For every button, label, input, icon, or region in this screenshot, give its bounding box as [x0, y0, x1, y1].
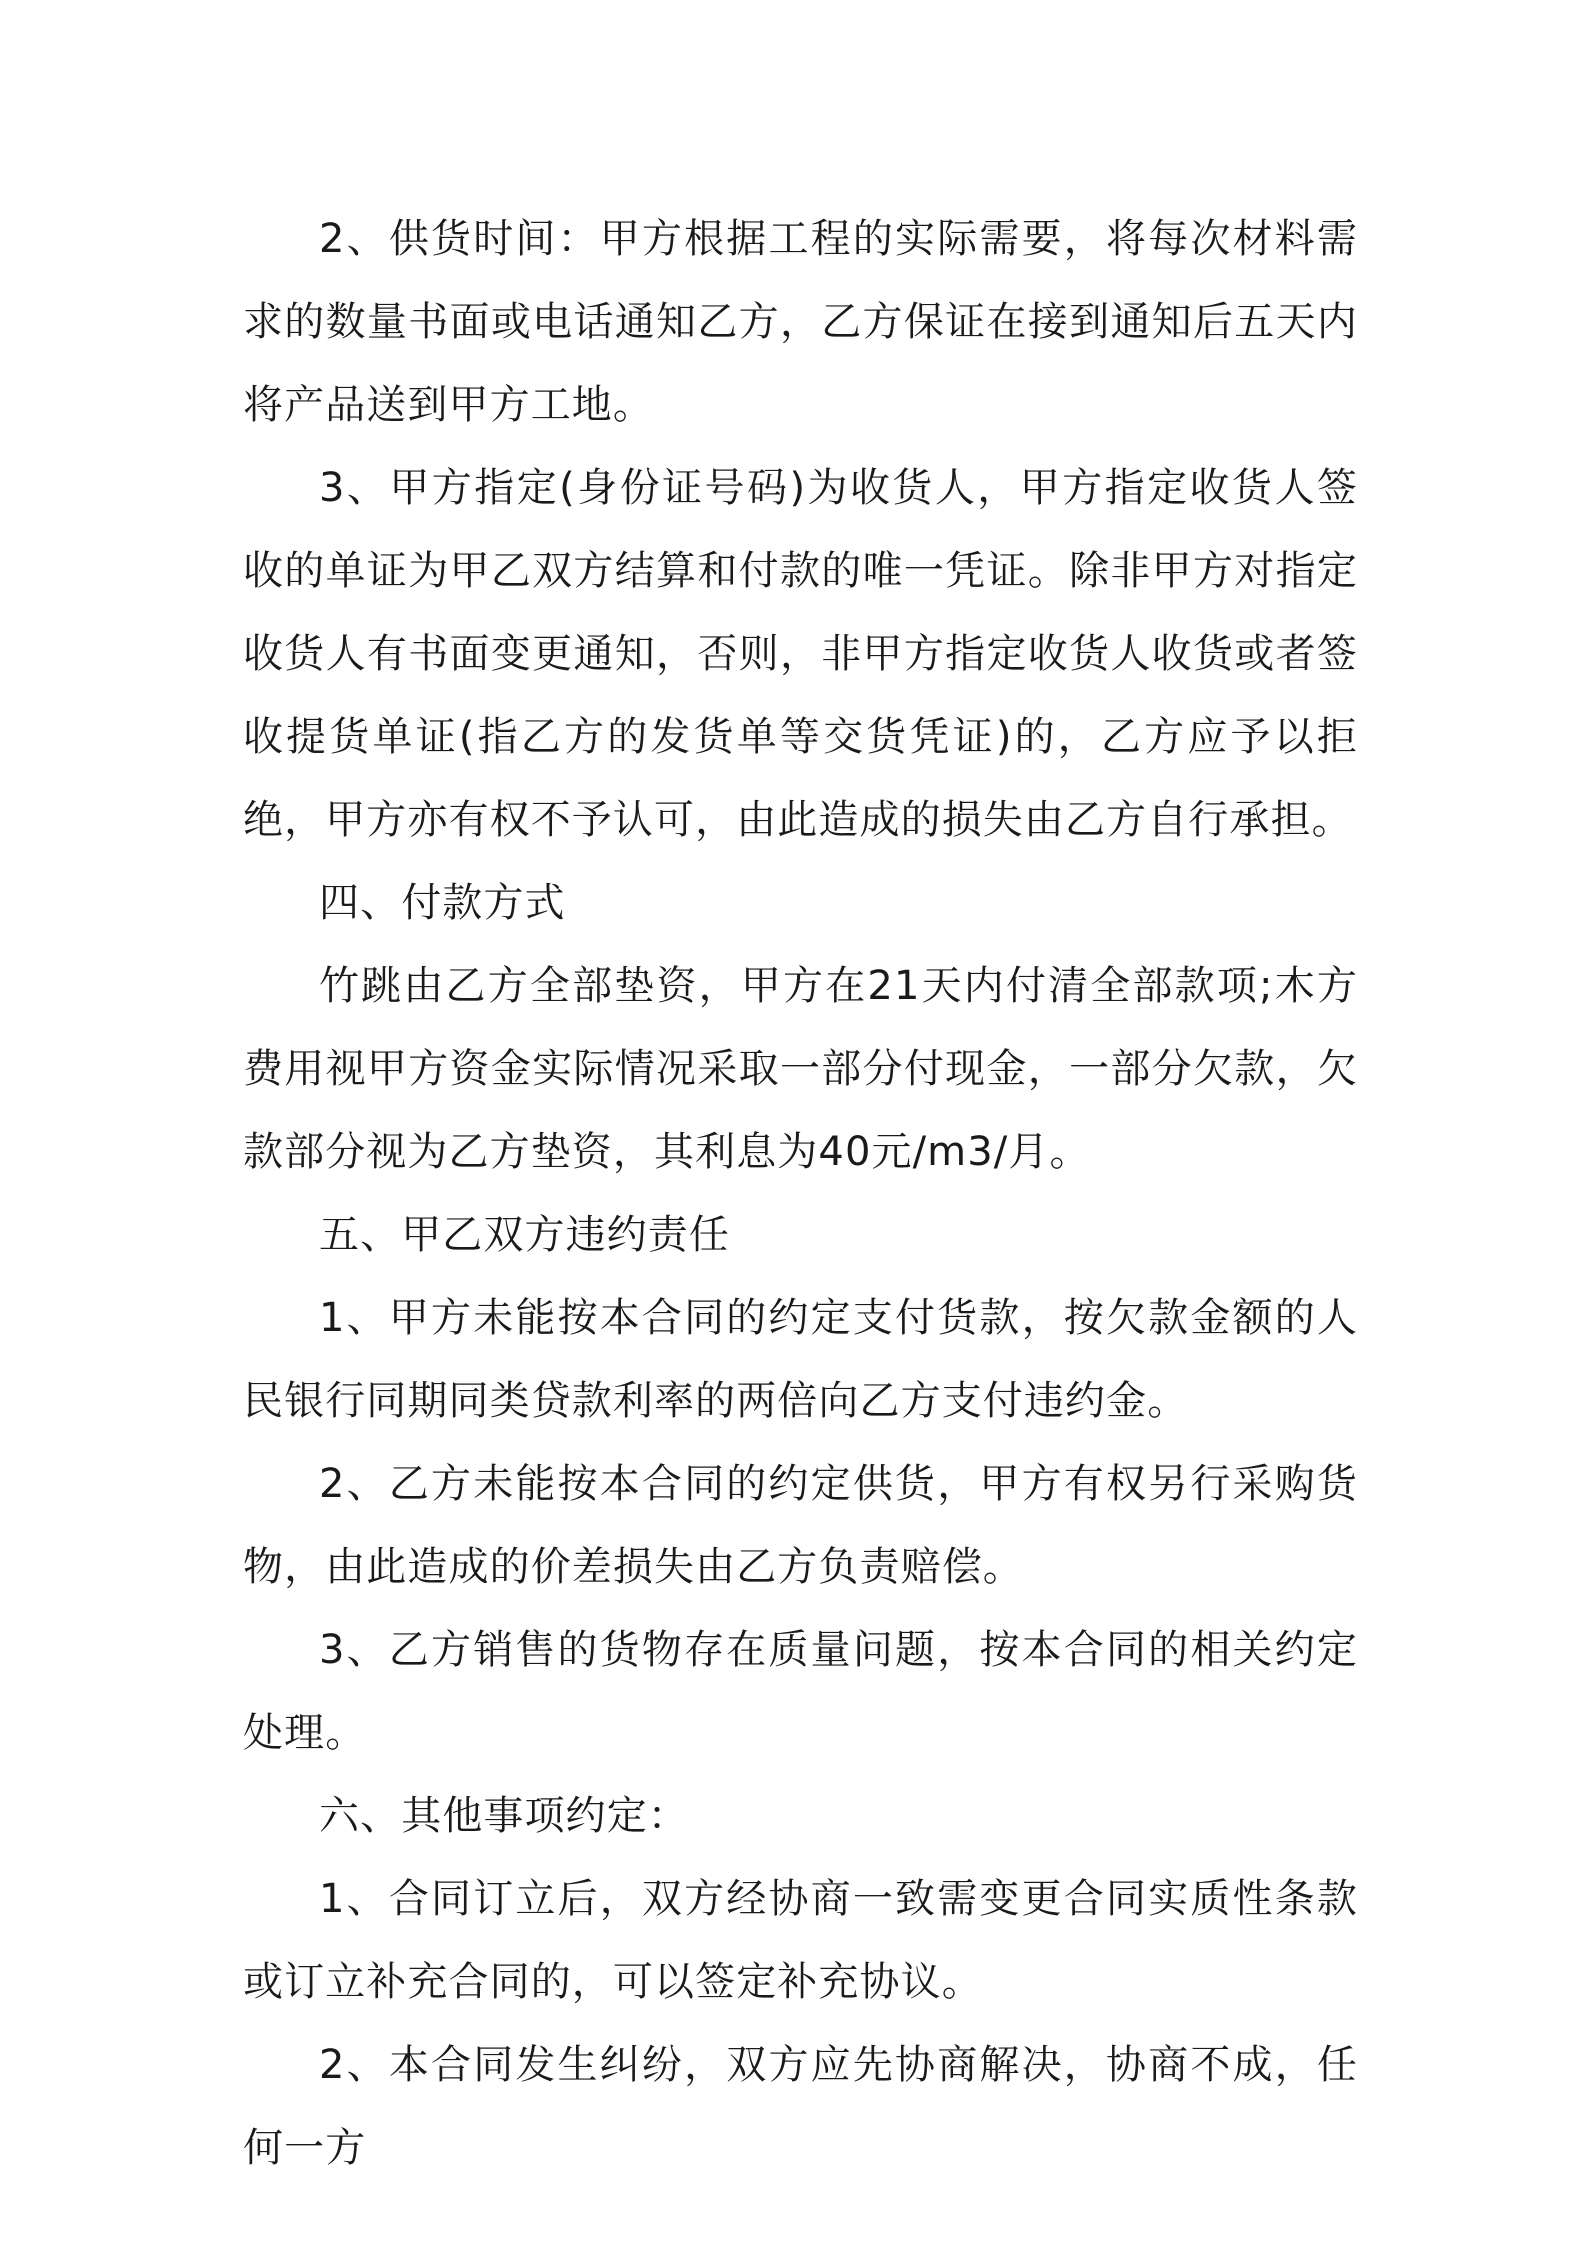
clause-payment-terms: 竹跳由乙方全部垫资，甲方在21天内付清全部款项;木方费用视甲方资金实际情况采取一部分付现金，一部分欠款，欠款部分视为乙方垫资，其利息为40元/m3/月。 [243, 963, 1358, 1175]
clause-dispute-resolution: 2、本合同发生纠纷，双方应先协商解决，协商不成，任何一方 [243, 2042, 1358, 2171]
document-body [243, 198, 1358, 2190]
clause-liability-party-b: 2、乙方未能按本合同的约定供货，甲方有权另行采购货物，由此造成的价差损失由乙方负责赔偿。 [243, 1461, 1358, 1590]
clause-quality-issue: 3、乙方销售的货物存在质量问题，按本合同的相关约定处理。 [243, 1627, 1358, 1756]
clause-consignee: 3、甲方指定(身份证号码)为收货人，甲方指定收货人签收的单证为甲乙双方结算和付款的唯一凭证。除非甲方对指定收货人有书面变更通知，否则，非甲方指定收货人收货或者签收提货单证(指乙方的发货单等交货凭证)的，乙方应予以拒绝，甲方亦有权不予认可，由此造成的损失由乙方自行承担。 [243, 465, 1358, 843]
clause-supplement-agreement: 1、合同订立后，双方经协商一致需变更合同实质性条款或订立补充合同的，可以签定补充协议。 [243, 1876, 1358, 2005]
clause-liability-party-a: 1、甲方未能按本合同的约定支付货款，按欠款金额的人民银行同期同类贷款利率的两倍向乙方支付违约金。 [243, 1295, 1358, 1424]
section-heading-payment: 四、付款方式 [319, 880, 566, 926]
section-heading-liability: 五、甲乙双方违约责任 [319, 1212, 730, 1258]
clause-delivery-time: 2、供货时间：甲方根据工程的实际需要，将每次材料需求的数量书面或电话通知乙方，乙方保证在接到通知后五天内将产品送到甲方工地。 [243, 216, 1358, 428]
section-heading-other-matters: 六、其他事项约定： [319, 1793, 689, 1839]
